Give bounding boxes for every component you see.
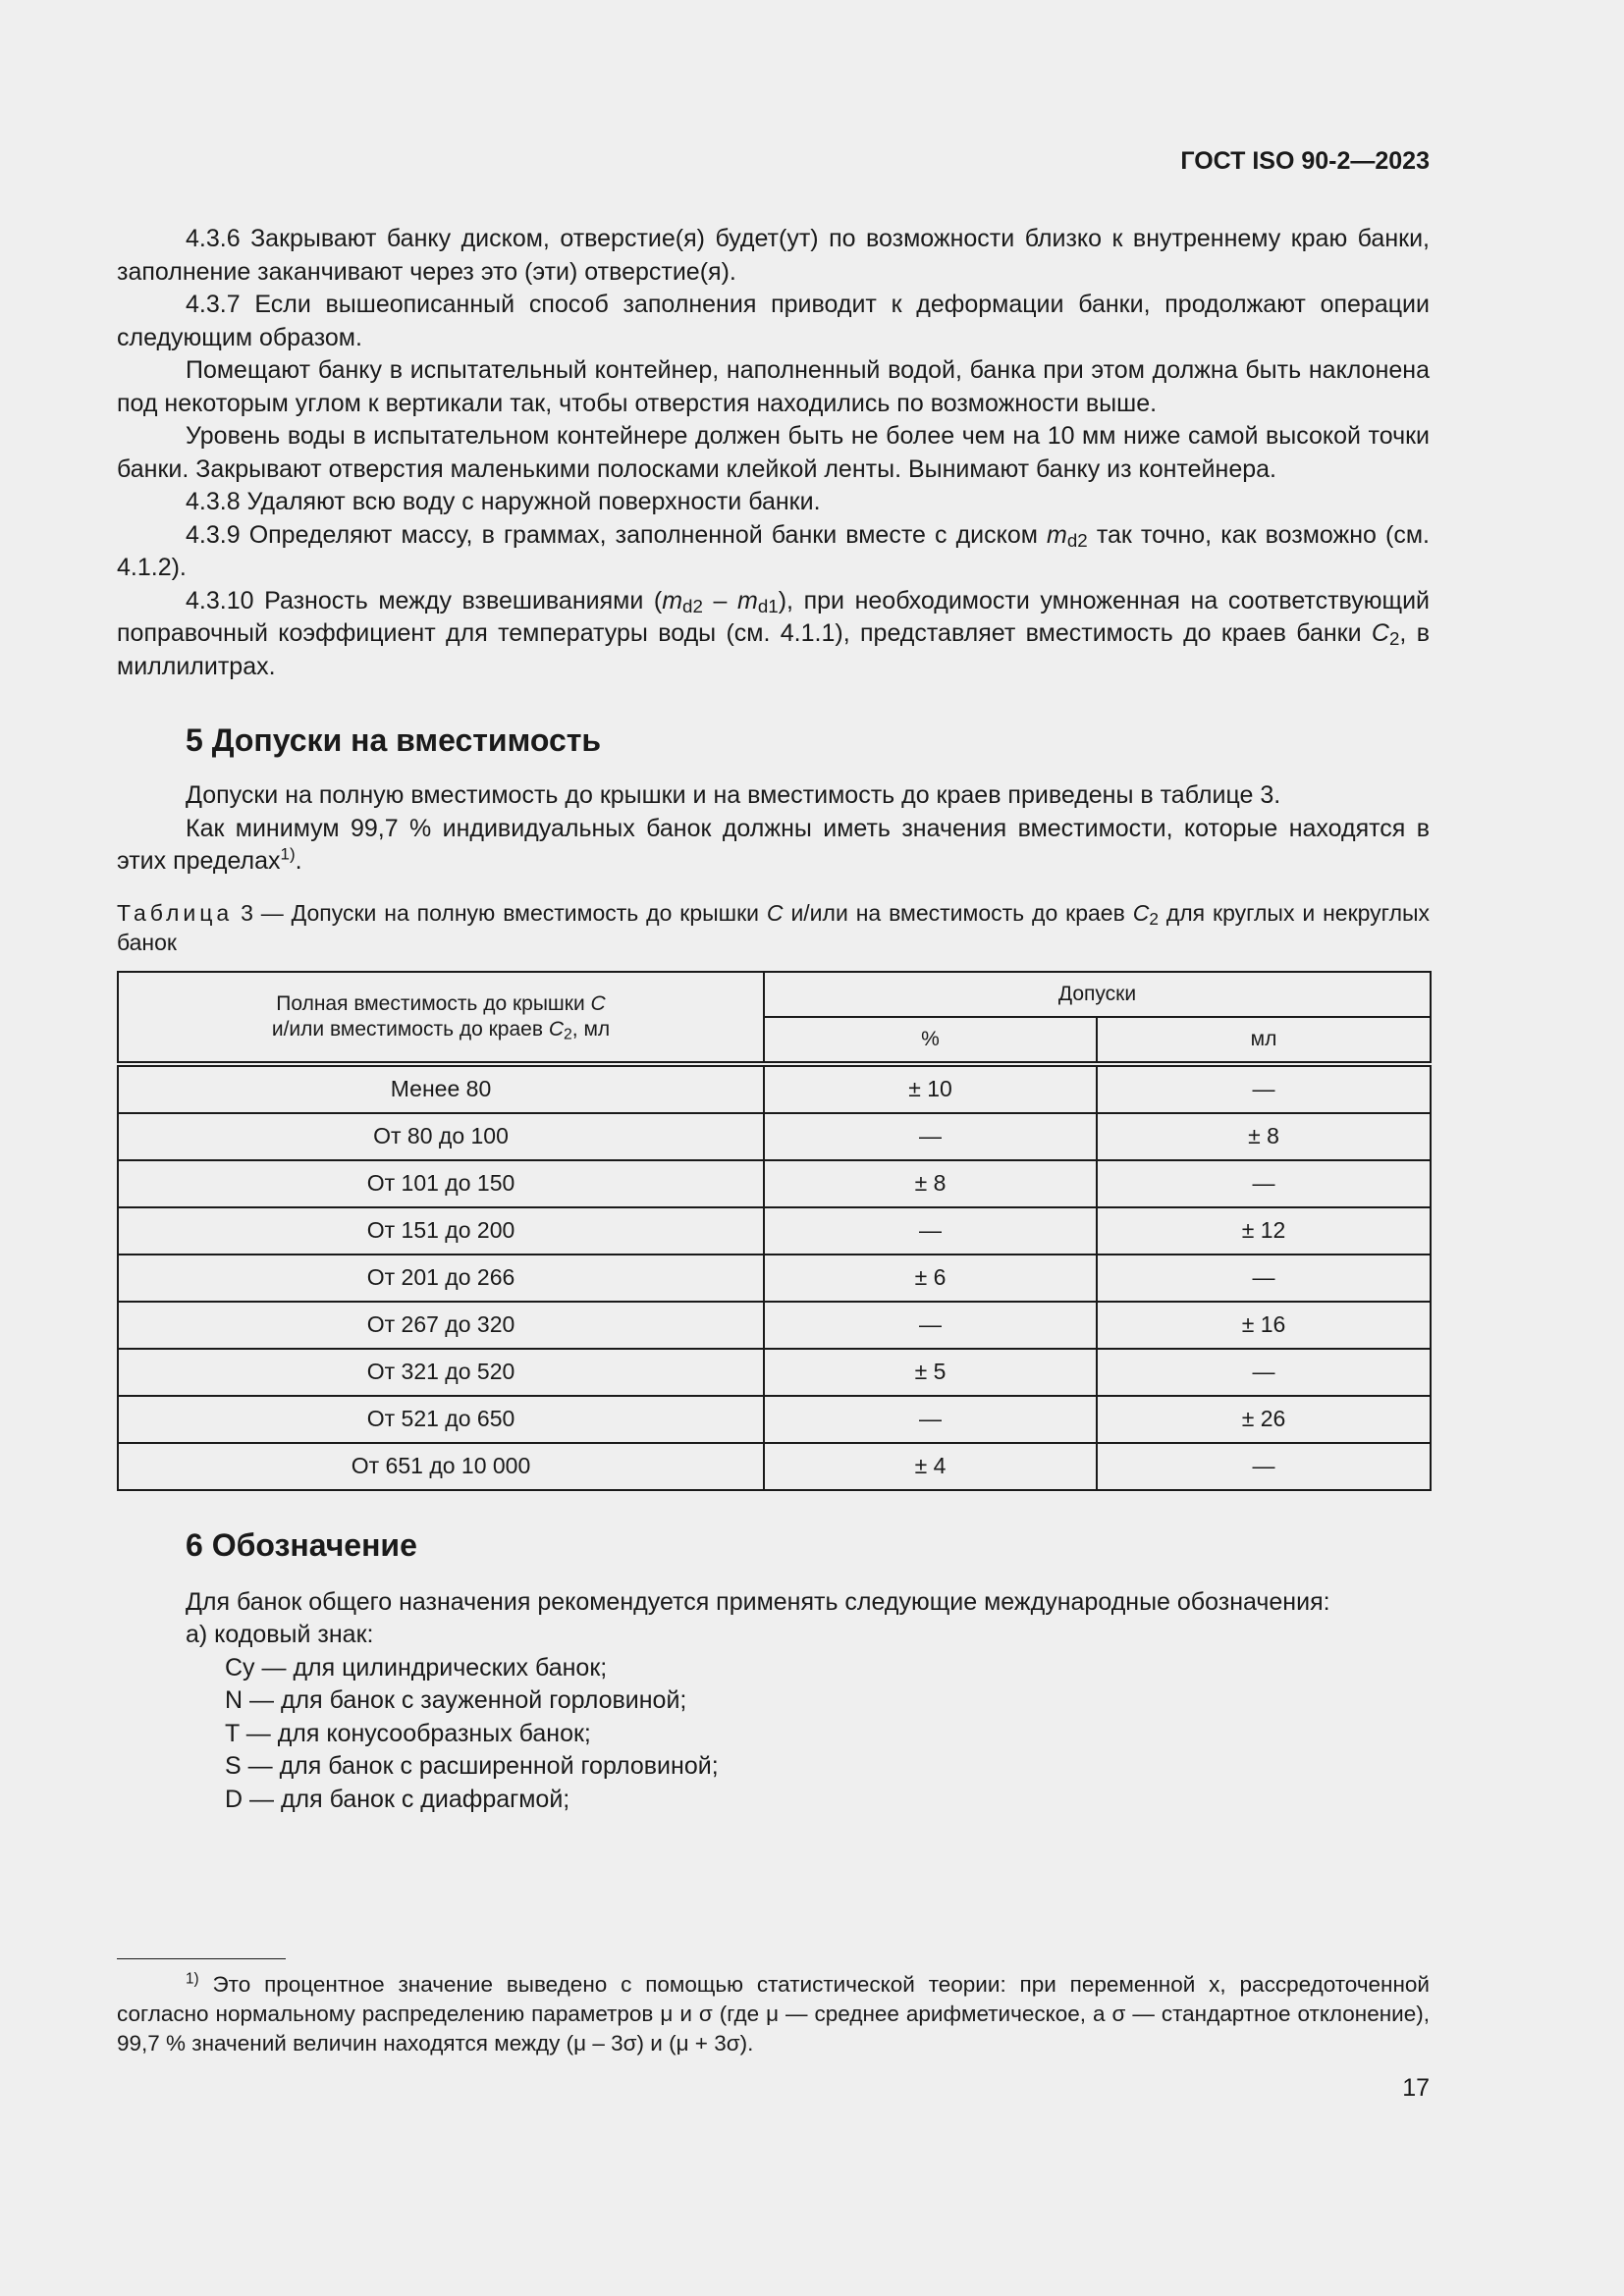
table-cell: ± 10 xyxy=(764,1064,1097,1113)
table-cell: ± 4 xyxy=(764,1443,1097,1490)
table-cell: От 101 до 150 xyxy=(118,1160,764,1207)
table-row xyxy=(118,1207,1431,1255)
table-cell: — xyxy=(1097,1064,1431,1113)
table-cell: От 151 до 200 xyxy=(118,1207,764,1255)
paragraph-4-3-9: 4.3.9 Определяют массу, в граммах, заполненной банки вместе с диском $m_{d2}$ так точно, как возможно (см. 4.1.2). xyxy=(117,520,1430,581)
table-cell: От 521 до 650 xyxy=(118,1396,764,1443)
main-content xyxy=(117,223,1430,1816)
paragraph-4-3-7-c: Уровень воды в испытательном контейнере должен быть не более чем на 10 мм ниже самой высокой точки банки. Закрывают отверстия маленькими полосками клейкой ленты. Вынимают банку из контейнера. xyxy=(117,422,1430,483)
table-cell: — xyxy=(1097,1255,1431,1302)
code-list-item: T — для конусообразных банок; xyxy=(225,1719,591,1747)
table-header-ml: мл xyxy=(1097,1017,1431,1064)
table-cell: ± 16 xyxy=(1097,1302,1431,1349)
code-list-item: Cy — для цилиндрических банок; xyxy=(225,1653,608,1682)
code-list-item: N — для банок с зауженной горловиной; xyxy=(225,1686,687,1714)
paragraph-4-3-10: 4.3.10 Разность между взвешиваниями $(m_{d2} - m_{d1})$, при необходимости умноженная на соответствующий поправочный коэффициент для температуры воды (см. 4.1.1), представляет вместимость до краев банки $C_2$, в миллилитрах. xyxy=(117,586,1430,680)
table-row xyxy=(118,1349,1431,1396)
section-5-paragraph-1: Допуски на полную вместимость до крышки и на вместимость до краев приведены в таблице 3. xyxy=(186,781,1281,809)
table-row xyxy=(118,1160,1431,1207)
table-cell: ± 8 xyxy=(1097,1113,1431,1160)
section-6-heading: 6 Обозначение xyxy=(186,1526,417,1563)
table-cell: ± 26 xyxy=(1097,1396,1431,1443)
table-cell: Менее 80 xyxy=(118,1064,764,1113)
footnote-separator xyxy=(117,1958,286,1959)
table-caption: Таблица 3 — Допуски на полную вместимость до крышки C и/или на вместимость до краев $C_2$ для круглых и некруглых банок xyxy=(117,899,1431,955)
section-6-paragraph-1: Для банок общего назначения рекомендуется применять следующие международные обозначения: xyxy=(186,1587,1330,1616)
code-list-item: S — для банок с расширенной горловиной; xyxy=(225,1752,719,1780)
section-5-heading: 5 Допуски на вместимость xyxy=(186,722,602,758)
page-number: 17 xyxy=(1402,2074,1430,2102)
doc-header: ГОСТ ISO 90-2—2023 xyxy=(1180,147,1430,175)
paragraph-4-3-8: 4.3.8 Удаляют всю воду с наружной поверхности банки. xyxy=(186,488,821,515)
table-header-capacity: Полная вместимость до крышки C и/или вместимость до краев $C_2$, мл xyxy=(118,972,764,1064)
list-item-a: а) кодовый знак: xyxy=(186,1621,374,1648)
table-cell: — xyxy=(1097,1443,1431,1490)
table-cell: — xyxy=(1097,1160,1431,1207)
table-header-percent: % xyxy=(764,1017,1097,1064)
table-cell: — xyxy=(764,1207,1097,1255)
paragraph-4-3-6: 4.3.6 Закрывают банку диском, отверстие(я) будет(ут) по возможности близко к внутреннему краю банки, заполнение заканчивают через это (эти) отверстие(я). xyxy=(117,225,1430,286)
table-cell: От 651 до 10 000 xyxy=(118,1443,764,1490)
table-row xyxy=(118,1113,1431,1160)
footnote: $^{1)}$ Это процентное значение выведено с помощью статистической теории: при переменной x, рассредоточенной согласно нормальному распределению параметров μ и σ (где μ — среднее арифметическое, а σ — стандартное отклонение), 99,7 % значений величин находятся между (μ – 3σ) и (μ + 3σ). xyxy=(117,1970,1430,2056)
table-row xyxy=(118,1255,1431,1302)
paragraph-4-3-7: 4.3.7 Если вышеописанный способ заполнения приводит к деформации банки, продолжают операции следующим образом. xyxy=(117,291,1430,351)
table-cell: ± 5 xyxy=(764,1349,1097,1396)
table-row xyxy=(118,1302,1431,1349)
paragraph-4-3-7-b: Помещают банку в испытательный контейнер, наполненный водой, банка при этом должна быть наклонена под некоторым углом к вертикали так, чтобы отверстия находились по возможности выше. xyxy=(117,356,1430,417)
table-cell: — xyxy=(764,1302,1097,1349)
table-header-tolerances: Допуски xyxy=(764,972,1431,1017)
table-cell: От 267 до 320 xyxy=(118,1302,764,1349)
table-row xyxy=(118,1396,1431,1443)
table-cell: ± 6 xyxy=(764,1255,1097,1302)
table-cell: — xyxy=(1097,1349,1431,1396)
table-cell: От 80 до 100 xyxy=(118,1113,764,1160)
table-row xyxy=(118,1443,1431,1490)
table-cell: — xyxy=(764,1113,1097,1160)
table-cell: — xyxy=(764,1396,1097,1443)
section-5-paragraph-2: Как минимум 99,7 % индивидуальных банок должны иметь значения вместимости, которые находятся в этих пределах$^{1)}$. xyxy=(117,814,1430,875)
table-cell: От 321 до 520 xyxy=(118,1349,764,1396)
footnote-mark: 1) xyxy=(186,1970,199,1988)
code-list-item: D — для банок с диафрагмой; xyxy=(225,1785,570,1813)
table-row xyxy=(118,1064,1431,1113)
table-cell: ± 12 xyxy=(1097,1207,1431,1255)
table-cell: От 201 до 266 xyxy=(118,1255,764,1302)
footnote-ref: 1) xyxy=(280,844,296,864)
table-cell: ± 8 xyxy=(764,1160,1097,1207)
tolerance-table xyxy=(117,971,1432,1491)
